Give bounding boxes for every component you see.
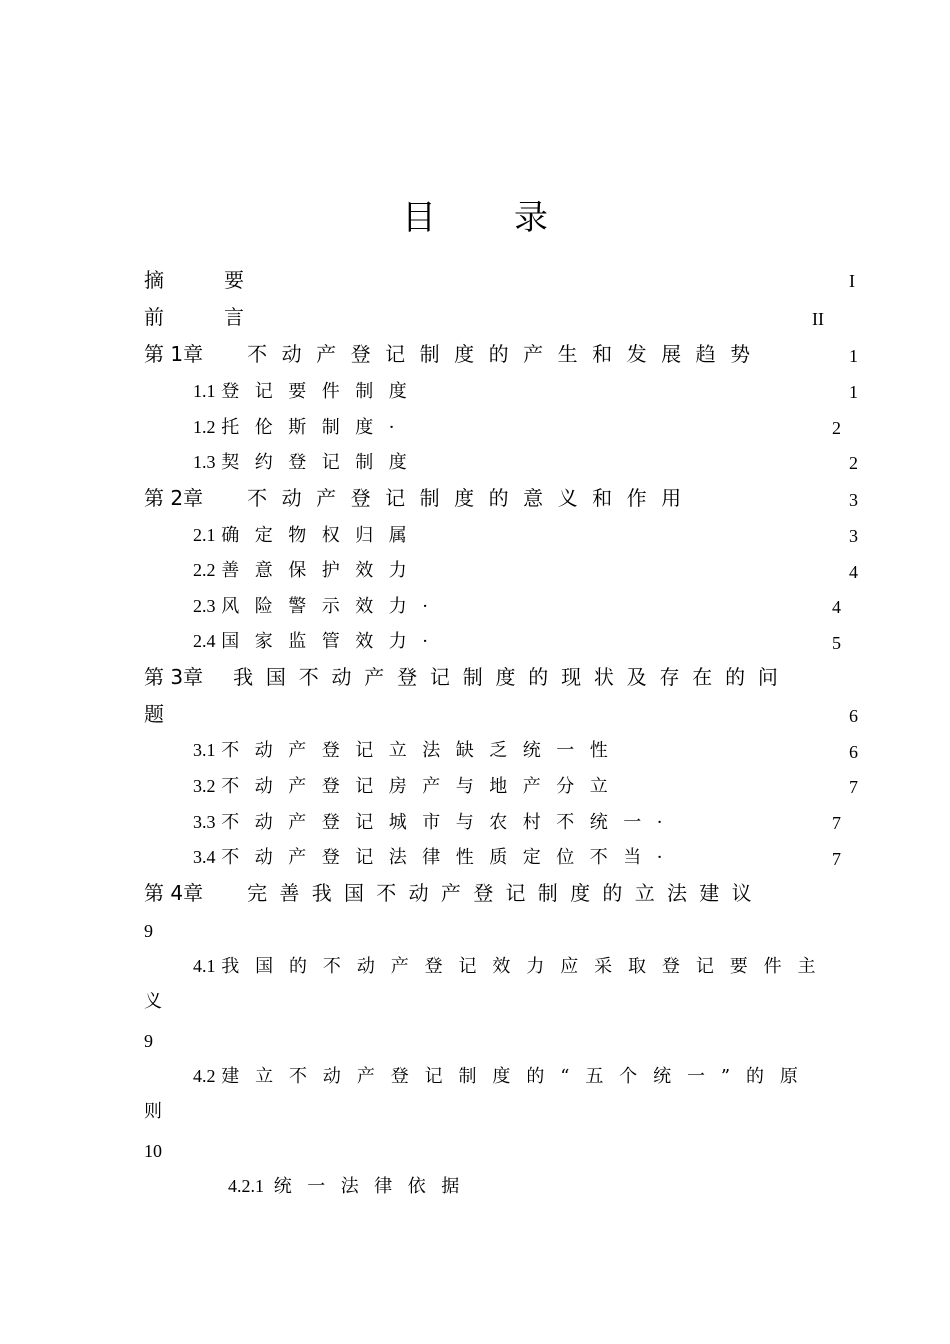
toc-2-1-num: 2.1 [193,525,216,545]
toc-page-ch1: 1 [849,346,858,366]
toc-entry-abstract[interactable] [144,268,244,292]
toc-1-1-title: 登记要件制度 [221,381,423,402]
toc-3-3-num: 3.3 [193,812,216,832]
toc-4-2-1-title: 统一法律依据 [273,1176,475,1197]
toc-page-2-3: 4 [832,597,841,617]
toc-3-2-num: 3.2 [193,776,216,796]
toc-1-3-num: 1.3 [193,452,216,472]
toc-3-2-title: 不动产登记房产与地产分立 [221,776,624,797]
toc-page-ch2: 3 [849,490,858,510]
toc-page-ch3: 6 [849,706,858,726]
toc-preface-label-a: 前 [144,305,164,329]
toc-3-3-title: 不动产登记城市与农村不统一 [221,812,657,833]
toc-ch3-title: 我国不动产登记制度的现状及存在的问 [233,665,791,689]
toc-page-2-1: 3 [849,526,858,546]
toc-2-2-num: 2.2 [193,560,216,580]
toc-entry-2-3[interactable] [193,594,428,619]
toc-ch1-title: 不动产登记制度的产生和发展趋势 [247,342,765,366]
toc-ch4-num: 第 4章 [144,881,204,905]
toc-3-4-dot: · [656,847,663,868]
toc-3-3-dot: · [656,812,663,833]
toc-4-2-title: 建立不动产登记制度的“五个统一”的原 [221,1066,814,1087]
toc-ch4-title: 完善我国不动产登记制度的立法建议 [247,881,764,905]
toc-ch2-num: 第 2章 [144,486,204,510]
title-char-left: 目 [402,198,436,238]
toc-entry-1-3[interactable] [193,450,422,475]
toc-4-1-num: 4.1 [193,956,216,976]
toc-page-3-3: 7 [832,813,841,833]
toc-2-4-dot: · [422,631,428,652]
toc-4-1-title-cont: 义 [144,991,162,1012]
toc-entry-preface[interactable] [144,305,244,329]
toc-entry-2-4[interactable] [193,629,428,654]
toc-preface-label-b: 言 [224,305,244,329]
toc-entry-ch1[interactable] [144,342,765,366]
toc-1-2-dot: · [388,417,395,438]
toc-entry-1-1[interactable] [193,379,422,404]
toc-ch1-num: 第 1章 [144,342,204,366]
toc-page-1-3: 2 [849,453,858,473]
toc-abstract-label-a: 摘 [144,268,164,292]
toc-page-3-1: 6 [849,742,858,762]
toc-page-4-1: 9 [144,1031,153,1051]
toc-entry-ch3-cont[interactable] [144,702,164,726]
toc-page-4-2: 10 [144,1141,162,1161]
toc-2-3-title: 风险警示效力 [221,596,423,617]
toc-2-2-title: 善意保护效力 [221,560,423,581]
toc-entry-ch2[interactable] [144,486,696,510]
toc-page-3-4: 7 [832,849,841,869]
toc-4-2-num: 4.2 [193,1066,216,1086]
toc-1-2-title: 托伦斯制度 [221,417,389,438]
toc-3-4-title: 不动产登记法律性质定位不当 [221,847,657,868]
toc-2-3-num: 2.3 [193,596,216,616]
toc-1-2-num: 1.2 [193,417,216,437]
toc-1-1-num: 1.1 [193,381,216,401]
toc-4-2-title-cont: 则 [144,1101,162,1122]
title-char-right: 录 [514,198,548,238]
toc-1-3-title: 契约登记制度 [221,452,423,473]
toc-page-1-2: 2 [832,418,841,438]
toc-3-1-title: 不动产登记立法缺乏统一性 [221,740,624,761]
toc-2-4-title: 国家监管效力 [221,631,423,652]
toc-2-3-dot: · [422,596,428,617]
toc-4-1-title: 我国的不动产登记效力应采取登记要件主 [221,956,832,977]
toc-entry-ch3[interactable] [144,665,791,689]
toc-2-1-title: 确定物权归属 [221,525,423,546]
toc-page-1-1: 1 [849,382,858,402]
toc-page-3-2: 7 [849,777,858,797]
toc-entry-4-2[interactable] [193,1064,814,1089]
toc-entry-2-2[interactable] [193,558,422,583]
toc-3-1-num: 3.1 [193,740,216,760]
toc-page-abstract: I [849,271,855,291]
toc-4-2-1-num: 4.2.1 [228,1176,264,1196]
page-title [0,198,950,238]
toc-entry-4-1[interactable] [193,954,831,979]
toc-entry-1-2[interactable] [193,415,394,440]
toc-2-4-num: 2.4 [193,631,216,651]
toc-page-preface: II [812,309,824,329]
toc-entry-3-3[interactable] [193,810,662,835]
toc-entry-4-2-cont[interactable] [144,1100,162,1124]
toc-entry-3-1[interactable] [193,738,623,763]
toc-ch3-num: 第 3章 [144,665,204,689]
toc-entry-4-2-1[interactable] [228,1174,475,1199]
toc-entry-3-2[interactable] [193,774,623,799]
toc-page-ch4: 9 [144,921,153,941]
toc-abstract-label-b: 要 [224,268,244,292]
toc-entry-4-1-cont[interactable] [144,990,162,1014]
toc-ch3-title-cont: 题 [144,702,164,726]
toc-entry-2-1[interactable] [193,523,422,548]
toc-entry-3-4[interactable] [193,845,662,870]
toc-entry-ch4[interactable] [144,881,764,905]
toc-page-2-2: 4 [849,562,858,582]
toc-page-2-4: 5 [832,633,841,653]
toc-3-4-num: 3.4 [193,847,216,867]
toc-ch2-title: 不动产登记制度的意义和作用 [247,486,696,510]
